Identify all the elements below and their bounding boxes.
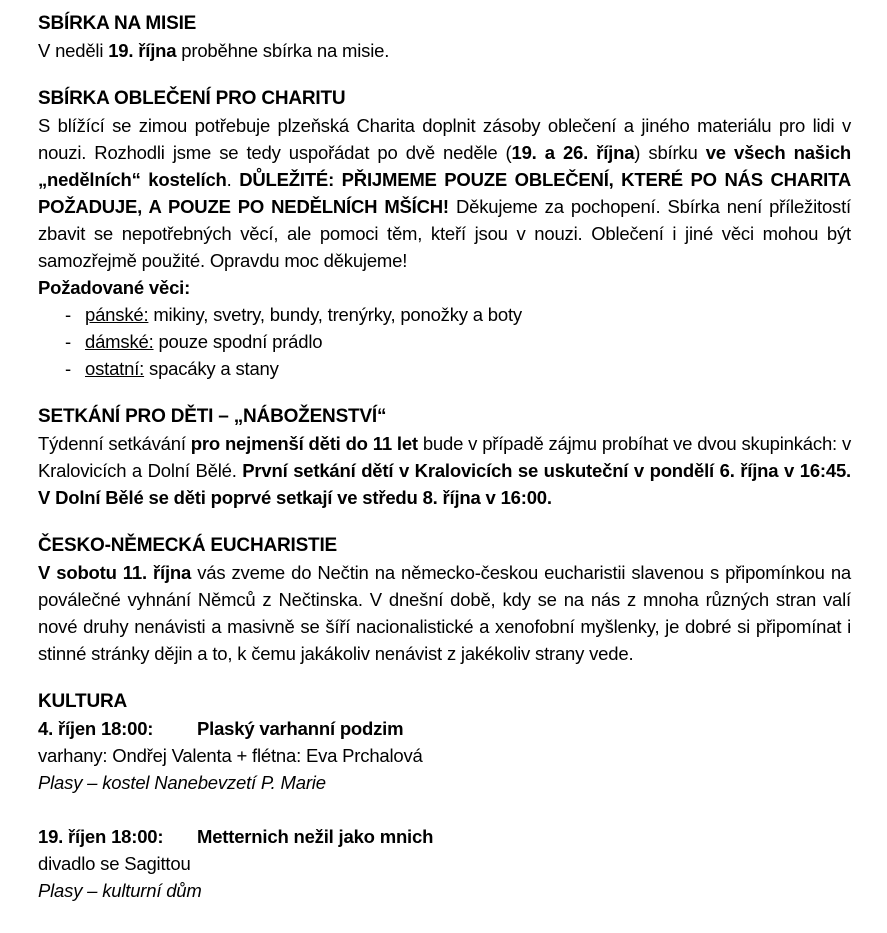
list-item (38, 301, 851, 328)
bullet-dash: - (65, 331, 71, 352)
list-item-text: pouze spodní prádlo (153, 331, 323, 352)
list-item (38, 355, 851, 382)
list-intro: Požadované věci: (38, 277, 191, 298)
section-cesko-nemecka-eucharistie (38, 532, 851, 667)
section-kultura (38, 688, 851, 904)
event-venue: Plasy – kulturní dům (38, 880, 202, 901)
text-segment: bude v případě zájmu probíhat ve dvou skupinkách: v Kralovicích a Dolní Bělé. (38, 433, 851, 481)
text-segment: ) sbírku (634, 142, 706, 163)
event-title: Metternich nežil jako mnich (197, 826, 434, 847)
event-performers: varhany: Ondřej Valenta + flétna: Eva Prchalová (38, 745, 423, 766)
text-segment: S blížící se zimou potřebuje plzeňská Charita doplnit zásoby oblečení a jiného materiálu pro lidi v nouzi. Rozhodli jsme se tedy uspořádat po dvě neděle ( (38, 115, 851, 163)
paragraph (38, 37, 851, 64)
paragraph (38, 112, 851, 274)
section-setkani-pro-deti (38, 403, 851, 511)
event-datetime: 19. říjen 18:00: (38, 826, 164, 847)
list-item-label: pánské: (85, 304, 149, 325)
text-segment-bold: V sobotu 11. října (38, 562, 192, 583)
list-item (38, 328, 851, 355)
section-heading: SETKÁNÍ PRO DĚTI – „NÁBOŽENSTVÍ“ (38, 406, 387, 427)
text-segment: vás zveme do Nečtin na německo-českou eucharistii slavenou s připomínkou na poválečné vyhnání Němců z Nečtinska. V dnešní době, kdy se na nás z mnoha různých stran valí nové druhy nenávisti a masivně se šíří nacionalistické a xenofobní myšlenky, je dobré si připomínat i stinné stránky dějin a to, k čemu jakákoliv nenávist z jakékoliv strany vede. (38, 562, 851, 664)
event-venue: Plasy – kostel Nanebevzetí P. Marie (38, 772, 326, 793)
text-segment: Týdenní setkávání (38, 433, 191, 454)
section-heading: KULTURA (38, 691, 128, 712)
event-title-line (38, 715, 851, 742)
section-sbirka-obleceni-pro-charitu (38, 85, 851, 382)
list-item-label: dámské: (85, 331, 154, 352)
section-heading: ČESKO-NĚMECKÁ EUCHARISTIE (38, 535, 338, 556)
text-segment: proběhne sbírka na misie. (176, 40, 390, 61)
event-metternich (38, 823, 851, 904)
text-segment-bold: První setkání dětí v Kralovicích se uskuteční v pondělí 6. října v 16:45. V Dolní Bělé se děti poprvé setkají ve středu 8. října v 16:00. (38, 460, 851, 508)
required-items-list (38, 301, 851, 382)
event-performers: divadlo se Sagittou (38, 853, 191, 874)
list-item-label: ostatní: (85, 358, 145, 379)
text-segment: . (226, 169, 240, 190)
text-segment: V neděli (38, 40, 109, 61)
event-title: Plaský varhanní podzim (197, 718, 404, 739)
text-segment-bold: 19. a 26. října (511, 142, 635, 163)
text-segment: Děkujeme za pochopení. Sbírka není příležitostí zbavit se nepotřebných věcí, ale pomoci těm, kteří jsou v nouzi. Oblečení i jiné věci mohou být samozřejmě použité. Opravdu moc děkujeme! (38, 196, 851, 271)
text-segment-bold: ve všech našich „nedělních“ kostelích (38, 142, 852, 190)
list-item-text: mikiny, svetry, bundy, trenýrky, ponožky a boty (148, 304, 522, 325)
bullet-dash: - (65, 304, 71, 325)
text-segment-bold: pro nejmenší děti do 11 let (190, 433, 418, 454)
section-sbirka-na-misie (38, 10, 851, 64)
bullet-dash: - (65, 358, 71, 379)
event-datetime: 4. říjen 18:00: (38, 718, 154, 739)
text-segment-bold: DŮLEŽITÉ: PŘIJMEME POUZE OBLEČENÍ, KTERÉ PO NÁS CHARITA POŽADUJE, A POUZE PO NEDĚLNÍCH MŠÍCH! (38, 169, 851, 217)
text-segment-bold: 19. října (108, 40, 177, 61)
paragraph (38, 430, 851, 511)
event-plasky-varhanni-podzim (38, 715, 851, 796)
list-item-text: spacáky a stany (144, 358, 279, 379)
section-heading: SBÍRKA OBLEČENÍ PRO CHARITU (38, 88, 346, 109)
section-heading: SBÍRKA NA MISIE (38, 13, 197, 34)
paragraph (38, 559, 851, 667)
event-title-line (38, 823, 851, 850)
